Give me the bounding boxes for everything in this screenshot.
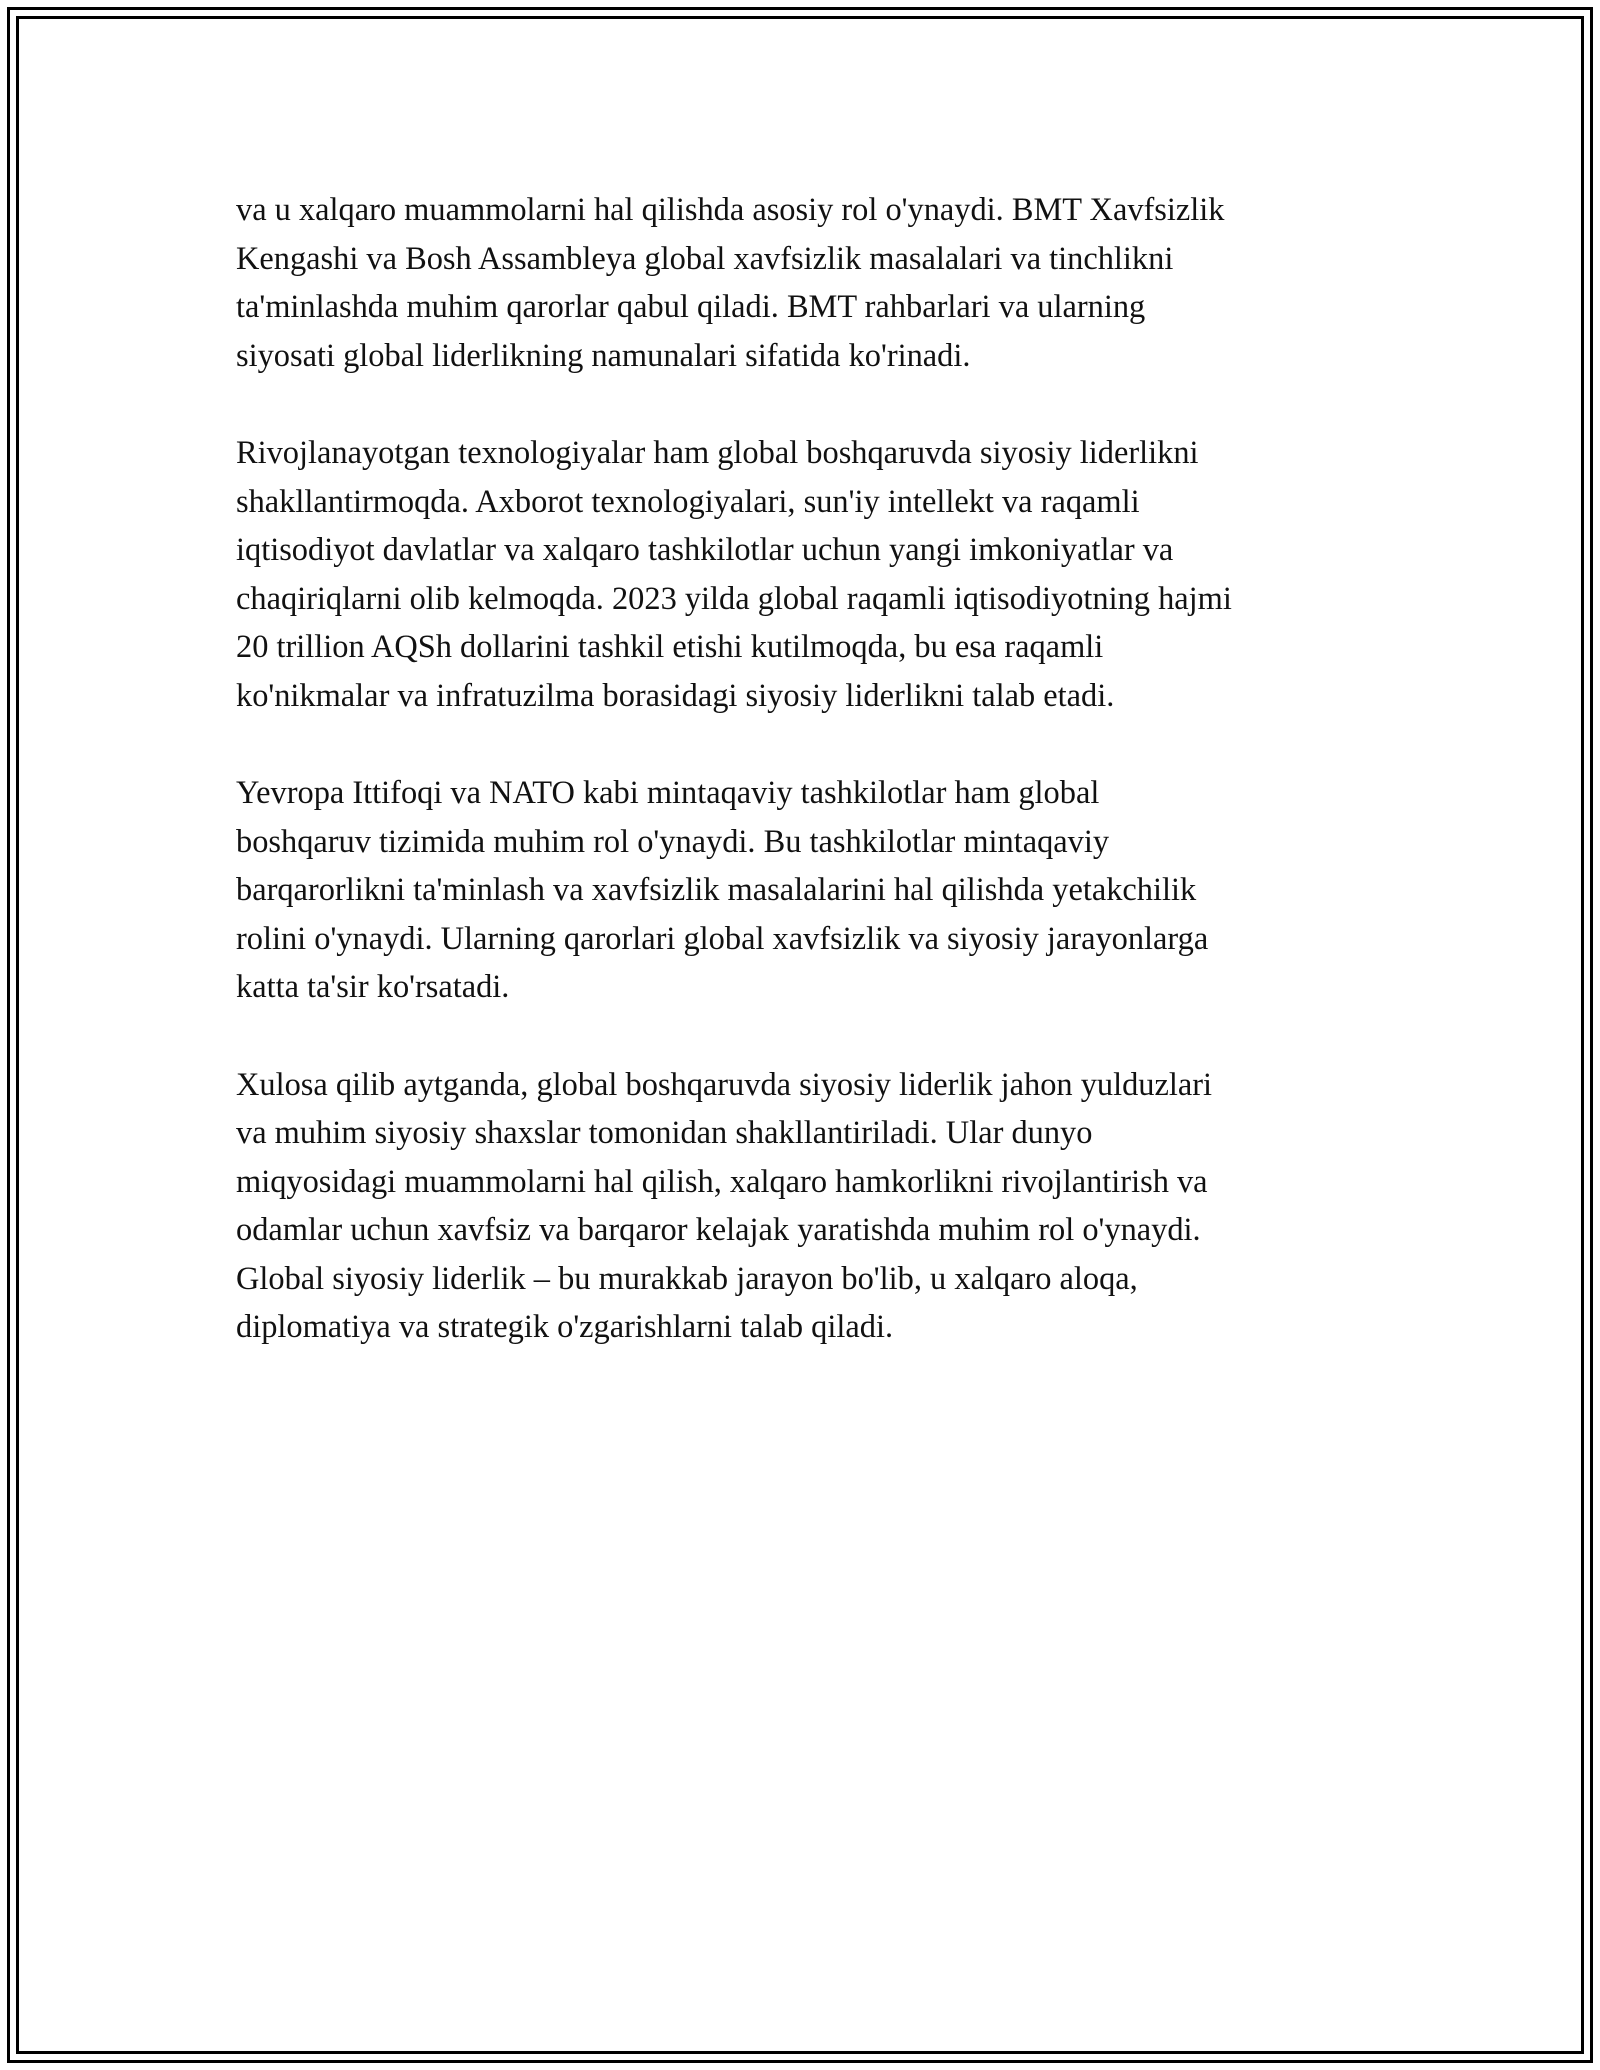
text-line: va muhim siyosiy shaxslar tomonidan shakllantiriladi. Ular dunyo — [236, 1115, 1093, 1151]
text-line: ko'nikmalar va infratuzilma borasidagi siyosiy liderlikni talab etadi. — [236, 677, 1115, 714]
text-line: siyosati global liderlikning namunalari sifatida ko'rinadi. — [236, 337, 971, 374]
text-line: Rivojlanayotgan texnologiyalar ham global boshqaruvda siyosiy liderlikni — [236, 435, 1199, 471]
text-line: odamlar uchun xavfsiz va barqaror kelajak yaratishda muhim rol o'ynaydi. — [236, 1212, 1201, 1248]
document-body — [236, 186, 1376, 1401]
text-line: katta ta'sir ko'rsatadi. — [236, 969, 510, 1005]
text-line: Yevropa Ittifoqi va NATO kabi mintaqaviy tashkilotlar ham global — [236, 775, 1100, 811]
text-line: va u xalqaro muammolarni hal qilishda asosiy rol o'ynaydi. BMT Xavfsizlik — [236, 192, 1225, 228]
text-line: barqarorlikni ta'minlash va xavfsizlik masalalarini hal qilishda yetakchilik — [236, 872, 1197, 908]
text-line: ta'minlashda muhim qarorlar qabul qiladi. BMT rahbarlari va ularning — [236, 289, 1146, 325]
text-line: chaqiriqlarni olib kelmoqda. 2023 yilda global raqamli iqtisodiyotning hajmi — [236, 580, 1232, 617]
text-line: iqtisodiyot davlatlar va xalqaro tashkilotlar uchun yangi imkoniyatlar va — [236, 532, 1174, 568]
text-line: boshqaruv tizimida muhim rol o'ynaydi. Bu tashkilotlar mintaqaviy — [236, 823, 1110, 860]
paragraph-2 — [236, 429, 1376, 720]
text-line: rolini o'ynaydi. Ularning qarorlari global xavfsizlik va siyosiy jarayonlarga — [236, 920, 1209, 957]
text-line: miqyosidagi muammolarni hal qilish, xalqaro hamkorlikni rivojlantirish va — [236, 1163, 1208, 1200]
text-line: diplomatiya va strategik o'zgarishlarni talab qiladi. — [236, 1309, 894, 1345]
text-line: shakllantirmoqda. Axborot texnologiyalari, sun'iy intellekt va raqamli — [236, 483, 1140, 520]
text-line: Global siyosiy liderlik – bu murakkab jarayon bo'lib, u xalqaro aloqa, — [236, 1260, 1138, 1297]
paragraph-3 — [236, 769, 1376, 1012]
paragraph-4 — [236, 1061, 1376, 1352]
paragraph-1 — [236, 186, 1376, 380]
text-line: 20 trillion AQSh dollarini tashkil etishi kutilmoqda, bu esa raqamli — [236, 629, 1104, 665]
text-line: Xulosa qilib aytganda, global boshqaruvda siyosiy liderlik jahon yulduzlari — [236, 1066, 1213, 1103]
text-line: Kengashi va Bosh Assambleya global xavfsizlik masalalari va tinchlikni — [236, 240, 1174, 277]
